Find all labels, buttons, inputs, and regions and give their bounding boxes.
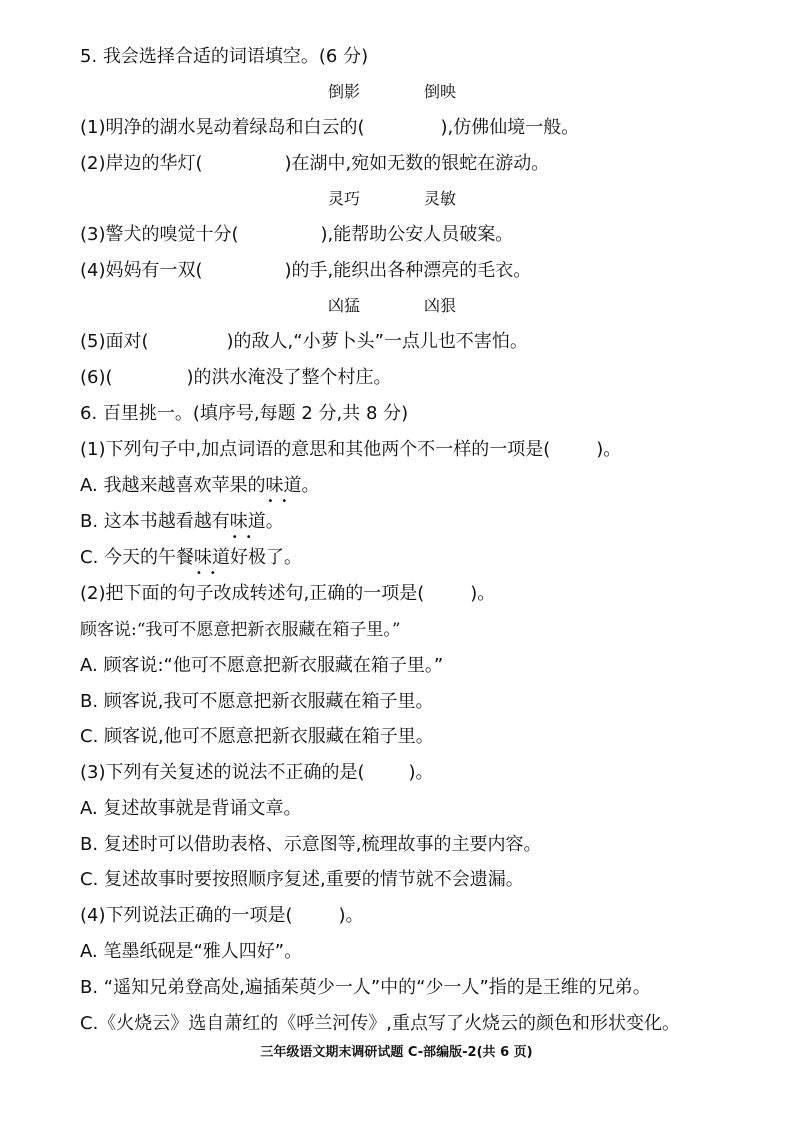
q6-sub2-option-a: A. 顾客说:“他可不愿意把新衣服藏在箱子里。” xyxy=(80,655,444,676)
q6-sub1-option-b: B. 这本书越看越有味道 ••。 xyxy=(80,509,284,535)
q6-sub2-quote: 顾客说:“我可不愿意把新衣服藏在箱子里。” xyxy=(80,620,401,640)
word-option: 倒映 xyxy=(424,82,457,101)
q6-sub4-option-a: A. 笔墨纸砚是“雅人四好”。 xyxy=(80,941,303,962)
word-option: 凶狠 xyxy=(424,296,457,315)
emphasis-word: 味道 •• xyxy=(230,509,266,535)
emphasis-word: 味道 •• xyxy=(194,545,230,571)
q6-sub1-stem: (1)下列句子中,加点词语的意思和其他两个不一样的一项是( )。 xyxy=(80,439,622,460)
page-footer: 三年级语文期末调研试题 C-部编版-2(共 6 页) xyxy=(260,1045,533,1060)
q5-item-4: (4)妈妈有一双( )的手,能织出各种漂亮的毛衣。 xyxy=(80,260,532,281)
q5-item-5: (5)面对( )的敌人,“小萝卜头”一点儿也不害怕。 xyxy=(80,331,528,352)
q6-sub3-option-b: B. 复述时可以借助表格、示意图等,梳理故事的主要内容。 xyxy=(80,834,542,855)
emphasis-word: 味道 •• xyxy=(265,473,301,499)
q5-item-3: (3)警犬的嗅觉十分( ),能帮助公安人员破案。 xyxy=(80,224,514,245)
word-option: 倒影 xyxy=(328,82,361,101)
q5-item-1: (1)明净的湖水晃动着绿岛和白云的( ),仿佛仙境一般。 xyxy=(80,117,580,138)
q6-sub3-stem: (3)下列有关复述的说法不正确的是( )。 xyxy=(80,762,434,783)
q6-sub2-option-c: C. 顾客说,他可不愿意把新衣服藏在箱子里。 xyxy=(80,726,434,747)
word-option: 凶猛 xyxy=(328,296,361,315)
q6-sub4-option-c: C.《火烧云》选自萧红的《呼兰河传》,重点写了火烧云的颜色和形状变化。 xyxy=(80,1013,681,1034)
q6-sub1-option-a: A. 我越来越喜欢苹果的味道 ••。 xyxy=(80,473,319,499)
q5-item-2: (2)岸边的华灯( )在湖中,宛如无数的银蛇在游动。 xyxy=(80,153,550,174)
word-option: 灵巧 xyxy=(328,189,361,208)
q6-sub1-option-c: C. 今天的午餐味道 ••好极了。 xyxy=(80,545,302,571)
q6-heading: 6. 百里挑一。(填序号,每题 2 分,共 8 分) xyxy=(80,403,409,424)
word-option: 灵敏 xyxy=(424,189,457,208)
q6-sub4-stem: (4)下列说法正确的一项是( )。 xyxy=(80,905,364,926)
q6-sub2-stem: (2)把下面的句子改成转述句,正确的一项是( )。 xyxy=(80,583,496,604)
q5-heading: 5. 我会选择合适的词语填空。(6 分) xyxy=(80,46,369,67)
q6-sub2-option-b: B. 顾客说,我可不愿意把新衣服藏在箱子里。 xyxy=(80,691,434,712)
q6-sub4-option-b: B. “遥知兄弟登高处,遍插茱萸少一人”中的“少一人”指的是王维的兄弟。 xyxy=(80,977,651,998)
q6-sub3-option-c: C. 复述故事时要按照顺序复述,重要的情节就不会遗漏。 xyxy=(80,869,524,890)
q5-item-6: (6)( )的洪水淹没了整个村庄。 xyxy=(80,367,392,388)
q6-sub3-option-a: A. 复述故事就是背诵文章。 xyxy=(80,798,302,819)
